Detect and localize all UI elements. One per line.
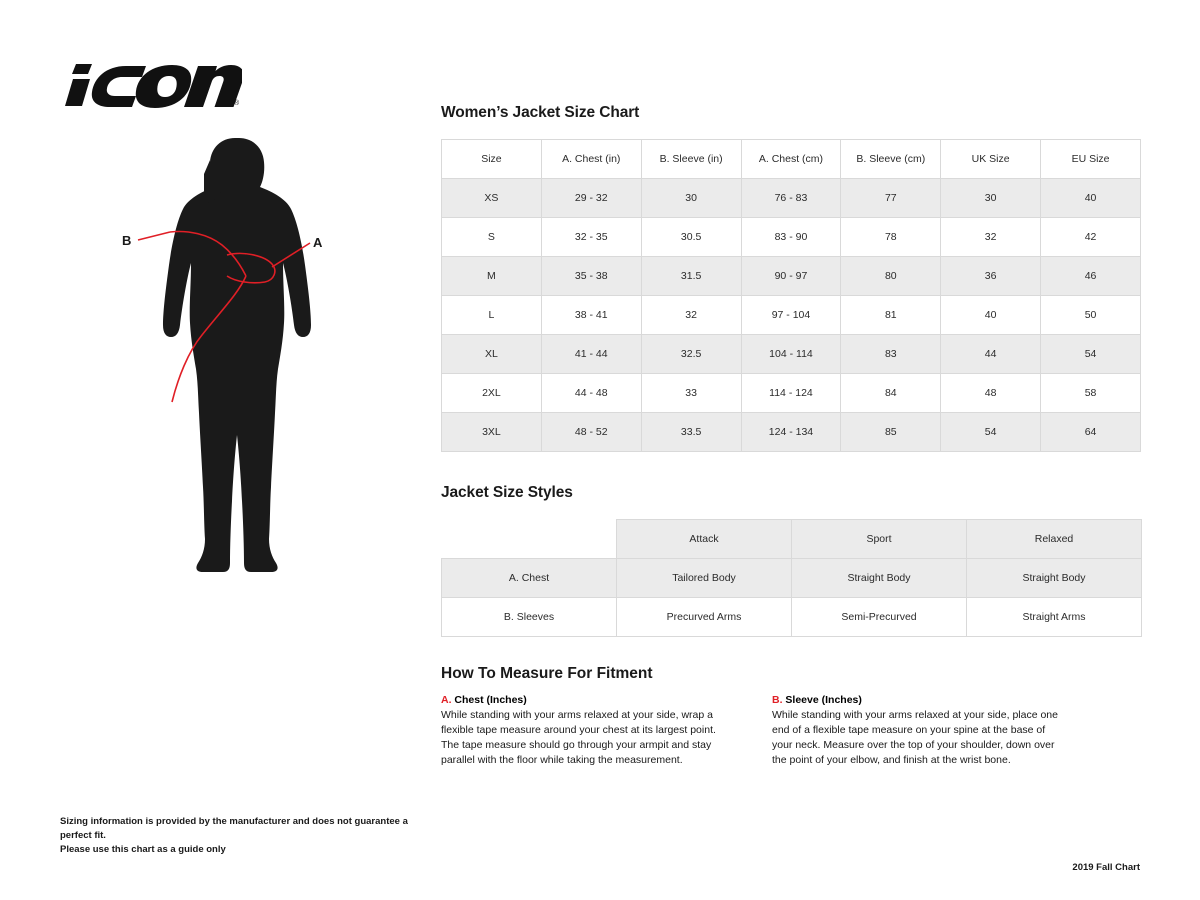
cell-sleeve-in: 33.5 [641,413,741,452]
cell-uk-size: 40 [941,296,1041,335]
cell-eu-size: 42 [1041,218,1141,257]
cell-size: 3XL [442,413,542,452]
table-row [442,413,1141,452]
measure-heading-b: Sleeve (Inches) [785,694,862,706]
how-to-body-sleeve: While standing with your arms relaxed at your side, place one end of a flexible tape measure on your spine at the base of your neck. Measure over the top of your shoulder, down over the point of your elbow, and finish at the wrist bone. [772,709,1058,766]
cell-sleeve-cm: 85 [841,413,941,452]
cell-chest-in: 29 - 32 [541,179,641,218]
measure-mark-a: A. [441,694,452,706]
table-row [442,218,1141,257]
cell-chest-cm: 83 - 90 [741,218,841,257]
cell-chest-in: 35 - 38 [541,257,641,296]
cell-uk-size: 44 [941,335,1041,374]
table-row [442,179,1141,218]
column-header-relaxed: Relaxed [967,520,1142,559]
column-header: A. Chest (cm) [741,140,841,179]
cell-size: M [442,257,542,296]
cell-chest-cm: 104 - 114 [741,335,841,374]
chart-content [441,104,1141,768]
cell-size: XL [442,335,542,374]
cell-sport-sleeves: Semi-Precurved [792,598,967,637]
table-row [442,559,1142,598]
column-header: A. Chest (in) [541,140,641,179]
cell-eu-size: 58 [1041,374,1141,413]
cell-sleeve-cm: 81 [841,296,941,335]
style-chart-title: Jacket Size Styles [441,484,573,501]
cell-chest-in: 44 - 48 [541,374,641,413]
cell-relaxed-sleeves: Straight Arms [967,598,1142,637]
cell-chest-cm: 124 - 134 [741,413,841,452]
cell-eu-size: 64 [1041,413,1141,452]
brand-logo [62,48,242,110]
how-to-measure-item-sleeve [772,694,1067,768]
cell-sleeve-in: 30.5 [641,218,741,257]
how-to-heading-sleeve [772,694,1067,706]
cell-sleeve-in: 31.5 [641,257,741,296]
cell-chest-in: 32 - 35 [541,218,641,257]
cell-attack-chest: Tailored Body [617,559,792,598]
how-to-measure-item-chest [441,694,736,768]
cell-sleeve-cm: 78 [841,218,941,257]
cell-eu-size: 46 [1041,257,1141,296]
row-header-sleeves: B. Sleeves [442,598,617,637]
column-header-attack: Attack [617,520,792,559]
column-header-sport: Sport [792,520,967,559]
cell-relaxed-chest: Straight Body [967,559,1142,598]
cell-size: 2XL [442,374,542,413]
female-silhouette-diagram [60,130,420,670]
cell-uk-size: 36 [941,257,1041,296]
cell-sleeve-in: 30 [641,179,741,218]
column-header: B. Sleeve (cm) [841,140,941,179]
cell-eu-size: 40 [1041,179,1141,218]
cell-attack-sleeves: Precurved Arms [617,598,792,637]
cell-sleeve-in: 32.5 [641,335,741,374]
cell-chest-in: 48 - 52 [541,413,641,452]
icon-brand-wordmark [62,48,242,110]
measure-mark-b: B. [772,694,783,706]
table-header-row [442,520,1142,559]
cell-size: S [442,218,542,257]
cell-size: XS [442,179,542,218]
cell-sleeve-in: 33 [641,374,741,413]
disclaimer-text [60,815,440,856]
style-chart-table [441,519,1142,637]
figure-label-a: A [313,235,323,250]
measure-heading-a: Chest (Inches) [454,694,527,706]
cell-sleeve-in: 32 [641,296,741,335]
how-to-body-chest: While standing with your arms relaxed at your side, wrap a flexible tape measure around your chest at its largest point. The tape measure should go through your armpit and stay parallel with the floor while taking the measurement. [441,709,716,766]
cell-eu-size: 54 [1041,335,1141,374]
how-to-measure-section [441,665,1141,768]
chart-version-label: 2019 Fall Chart [1072,862,1140,873]
figure-label-b: B [122,233,132,248]
size-chart-title: Women’s Jacket Size Chart [441,104,640,121]
cell-sport-chest: Straight Body [792,559,967,598]
column-header: EU Size [1041,140,1141,179]
registered-mark: ® [234,100,240,107]
column-header: UK Size [941,140,1041,179]
cell-size: L [442,296,542,335]
table-row [442,335,1141,374]
column-header: B. Sleeve (in) [641,140,741,179]
how-to-measure-title: How To Measure For Fitment [441,665,653,682]
table-header-row [442,140,1141,179]
cell-sleeve-cm: 83 [841,335,941,374]
cell-sleeve-cm: 77 [841,179,941,218]
corner-cell [442,520,617,559]
cell-uk-size: 30 [941,179,1041,218]
disclaimer-line-2: Please use this chart as a guide only [60,843,226,855]
how-to-heading-chest [441,694,736,706]
cell-uk-size: 32 [941,218,1041,257]
table-row [442,374,1141,413]
cell-chest-cm: 76 - 83 [741,179,841,218]
column-header: Size [442,140,542,179]
cell-chest-cm: 97 - 104 [741,296,841,335]
cell-chest-cm: 114 - 124 [741,374,841,413]
cell-eu-size: 50 [1041,296,1141,335]
table-row [442,598,1142,637]
cell-uk-size: 48 [941,374,1041,413]
body-silhouette [163,138,311,572]
table-row [442,296,1141,335]
size-chart-table [441,139,1141,452]
cell-chest-cm: 90 - 97 [741,257,841,296]
cell-chest-in: 41 - 44 [541,335,641,374]
measurement-figure [60,130,420,670]
cell-uk-size: 54 [941,413,1041,452]
cell-chest-in: 38 - 41 [541,296,641,335]
row-header-chest: A. Chest [442,559,617,598]
disclaimer-line-1: Sizing information is provided by the manufacturer and does not guarantee a perfect fit. [60,816,408,841]
table-row [442,257,1141,296]
cell-sleeve-cm: 84 [841,374,941,413]
cell-sleeve-cm: 80 [841,257,941,296]
